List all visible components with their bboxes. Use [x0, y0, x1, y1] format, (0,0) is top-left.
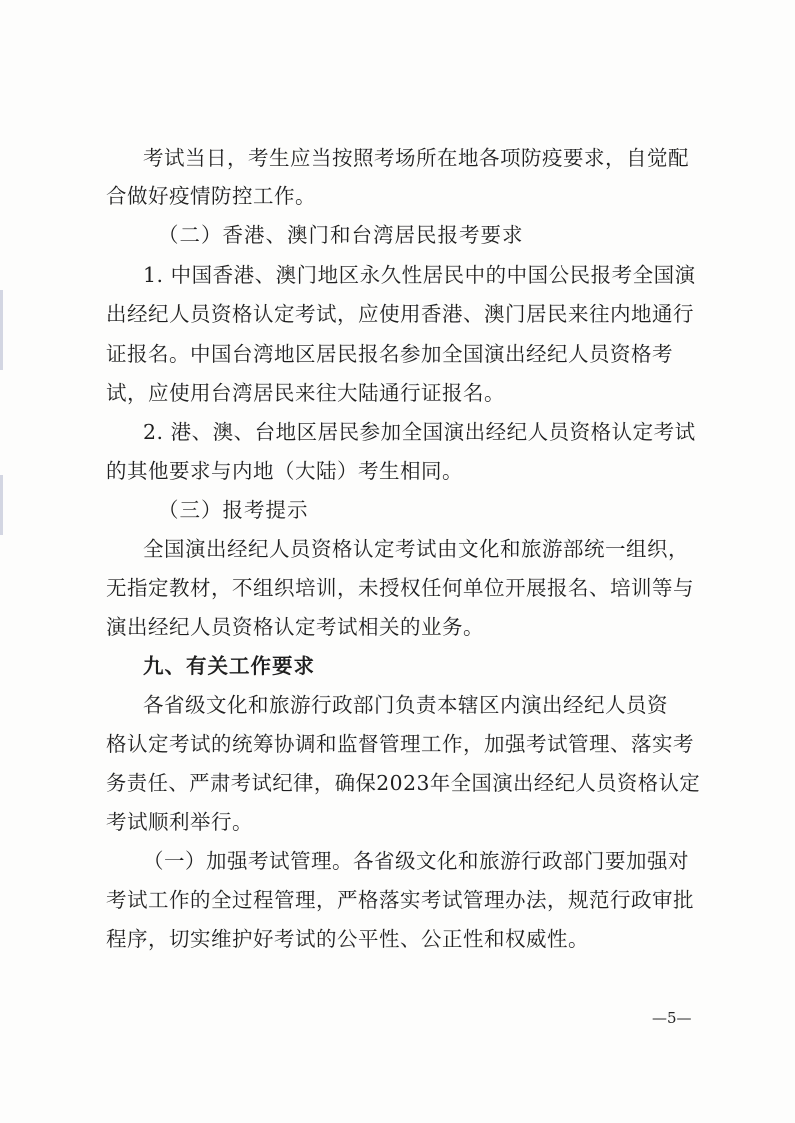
- paragraph-line: （一）加强考试管理。各省级文化和旅游行政部门要加强对: [143, 849, 689, 873]
- paragraph-line: 出经纪人员资格认定考试，应使用香港、澳门居民来往内地通行: [106, 302, 694, 326]
- paragraph-line: 合做好疫情防控工作。: [106, 184, 316, 208]
- paragraph-line: 无指定教材，不组织培训，未授权任何单位开展报名、培训等与: [106, 576, 694, 600]
- paragraph-line: 务责任、严肃考试纪律，确保2023年全国演出经纪人员资格认定: [106, 771, 701, 795]
- paragraph-line: 考试当日，考生应当按照考场所在地各项防疫要求，自觉配: [143, 146, 689, 170]
- paragraph-line: 2. 港、澳、台地区居民参加全国演出经纪人员资格认定考试: [143, 420, 696, 444]
- scan-edge-mark: [0, 290, 3, 370]
- section-subheading: （三）报考提示: [158, 498, 309, 522]
- paragraph-line: 各省级文化和旅游行政部门负责本辖区内演出经纪人员资: [143, 693, 668, 717]
- paragraph-line: 考试顺利举行。: [106, 810, 253, 834]
- paragraph-line: 试，应使用台湾居民来往大陆通行证报名。: [106, 381, 505, 405]
- section-heading: 九、有关工作要求: [143, 654, 315, 678]
- paragraph-line: 全国演出经纪人员资格认定考试由文化和旅游部统一组织，: [143, 537, 689, 561]
- scan-edge-mark: [0, 475, 3, 535]
- paragraph-line: 证报名。中国台湾地区居民报名参加全国演出经纪人员资格考: [106, 342, 673, 366]
- paragraph-line: 1. 中国香港、澳门地区永久性居民中的中国公民报考全国演: [143, 263, 696, 287]
- section-subheading: （二）香港、澳门和台湾居民报考要求: [158, 223, 524, 247]
- paragraph-line: 程序，切实维护好考试的公平性、公正性和权威性。: [106, 927, 589, 951]
- paragraph-line: 格认定考试的统筹协调和监督管理工作，加强考试管理、落实考: [106, 732, 694, 756]
- page-number: —5—: [652, 1009, 692, 1027]
- paragraph-line: 演出经纪人员资格认定考试相关的业务。: [106, 615, 484, 639]
- paragraph-line: 考试工作的全过程管理，严格落实考试管理办法，规范行政审批: [106, 888, 694, 912]
- paragraph-line: 的其他要求与内地（大陆）考生相同。: [106, 459, 463, 483]
